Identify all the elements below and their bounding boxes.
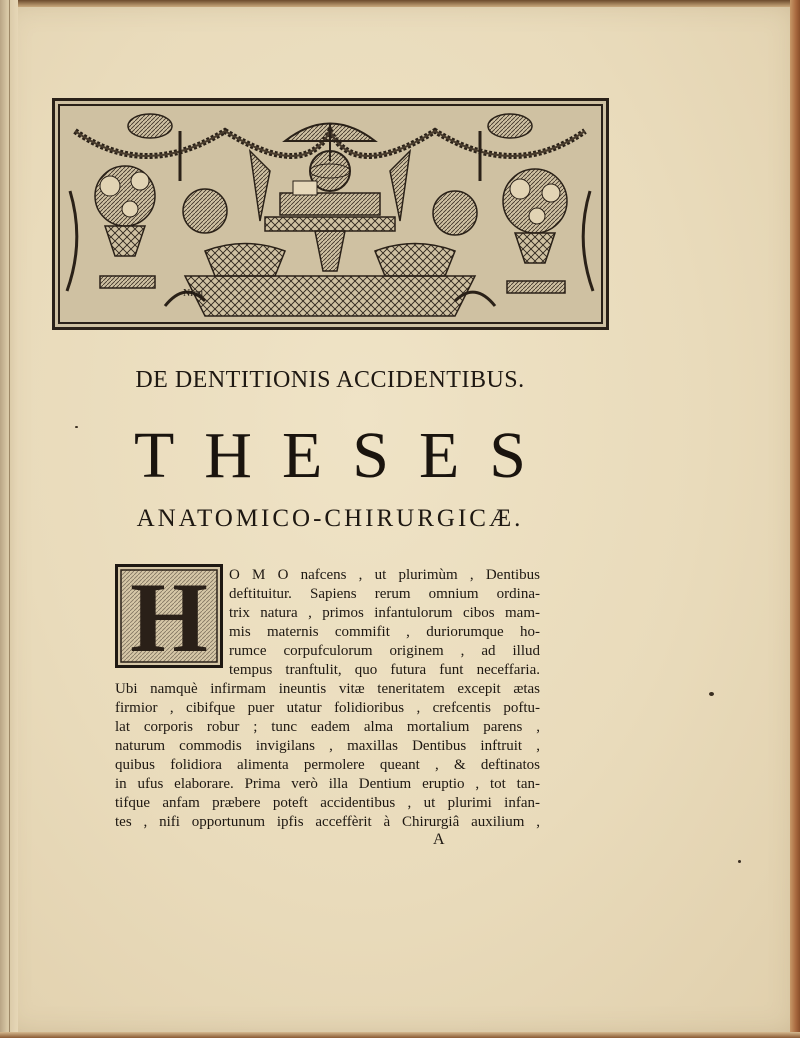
text-line: trix natura , primos infantulorum cibos mam- <box>229 605 540 621</box>
text-line: mis maternis commifit , duriorumque ho- <box>229 624 540 640</box>
text-line: tifque anfam præbere poteft accidentibus , ut plurimi infan- <box>115 795 540 811</box>
text-line: firmior , cibifque puer utatur folidioribus , crefcentis poftu- <box>115 700 540 716</box>
text-line: lat corporis robur ; tunc eadem alma mortalium parens , <box>115 719 540 735</box>
main-title: THESES <box>133 419 557 492</box>
gutter-line <box>9 0 10 1038</box>
decorated-initial <box>115 562 223 673</box>
section-title: DE DENTITIONIS ACCIDENTIBUS. <box>135 367 525 393</box>
page-top-edge <box>0 0 800 7</box>
ink-speck <box>709 692 714 696</box>
engraver-signature: Niou <box>183 288 203 299</box>
text-line: rumce corpufculorum originem , ad illud <box>229 643 540 659</box>
engraved-headpiece <box>52 98 609 330</box>
text-line: tempus tranftulit, quo futura funt neceffaria. <box>229 662 540 678</box>
initial-letter: H <box>130 562 208 673</box>
book-cover-edge <box>790 0 800 1038</box>
text-line: Ubi namquè infirmam ineuntis vitæ teneritatem excepit ætas <box>115 681 540 697</box>
ink-speck <box>75 426 78 428</box>
headpiece-ornament <box>55 101 606 327</box>
text-line: naturum commodis invigilans , maxillas Dentibus inftruit , <box>115 738 540 754</box>
text-line: O M O nafcens , ut plurimùm , Dentibus <box>229 567 540 583</box>
page-bottom-edge <box>0 1032 800 1038</box>
text-line: in ufus elaborare. Prima verò illa Dentium eruptio , tot tan- <box>115 776 540 792</box>
signature-mark: A <box>433 831 445 848</box>
text-line: quibus folidiora alimenta permolere queant , & deftinatos <box>115 757 540 773</box>
text-line: deftituitur. Sapiens rerum omnium ordina- <box>229 586 540 602</box>
subtitle: ANATOMICO-CHIRURGICÆ. <box>136 505 524 532</box>
ink-speck <box>738 860 741 863</box>
text-line: tes , nifi opportunum ipfis acceffèrit à Chirurgiâ auxilium , <box>115 814 540 830</box>
